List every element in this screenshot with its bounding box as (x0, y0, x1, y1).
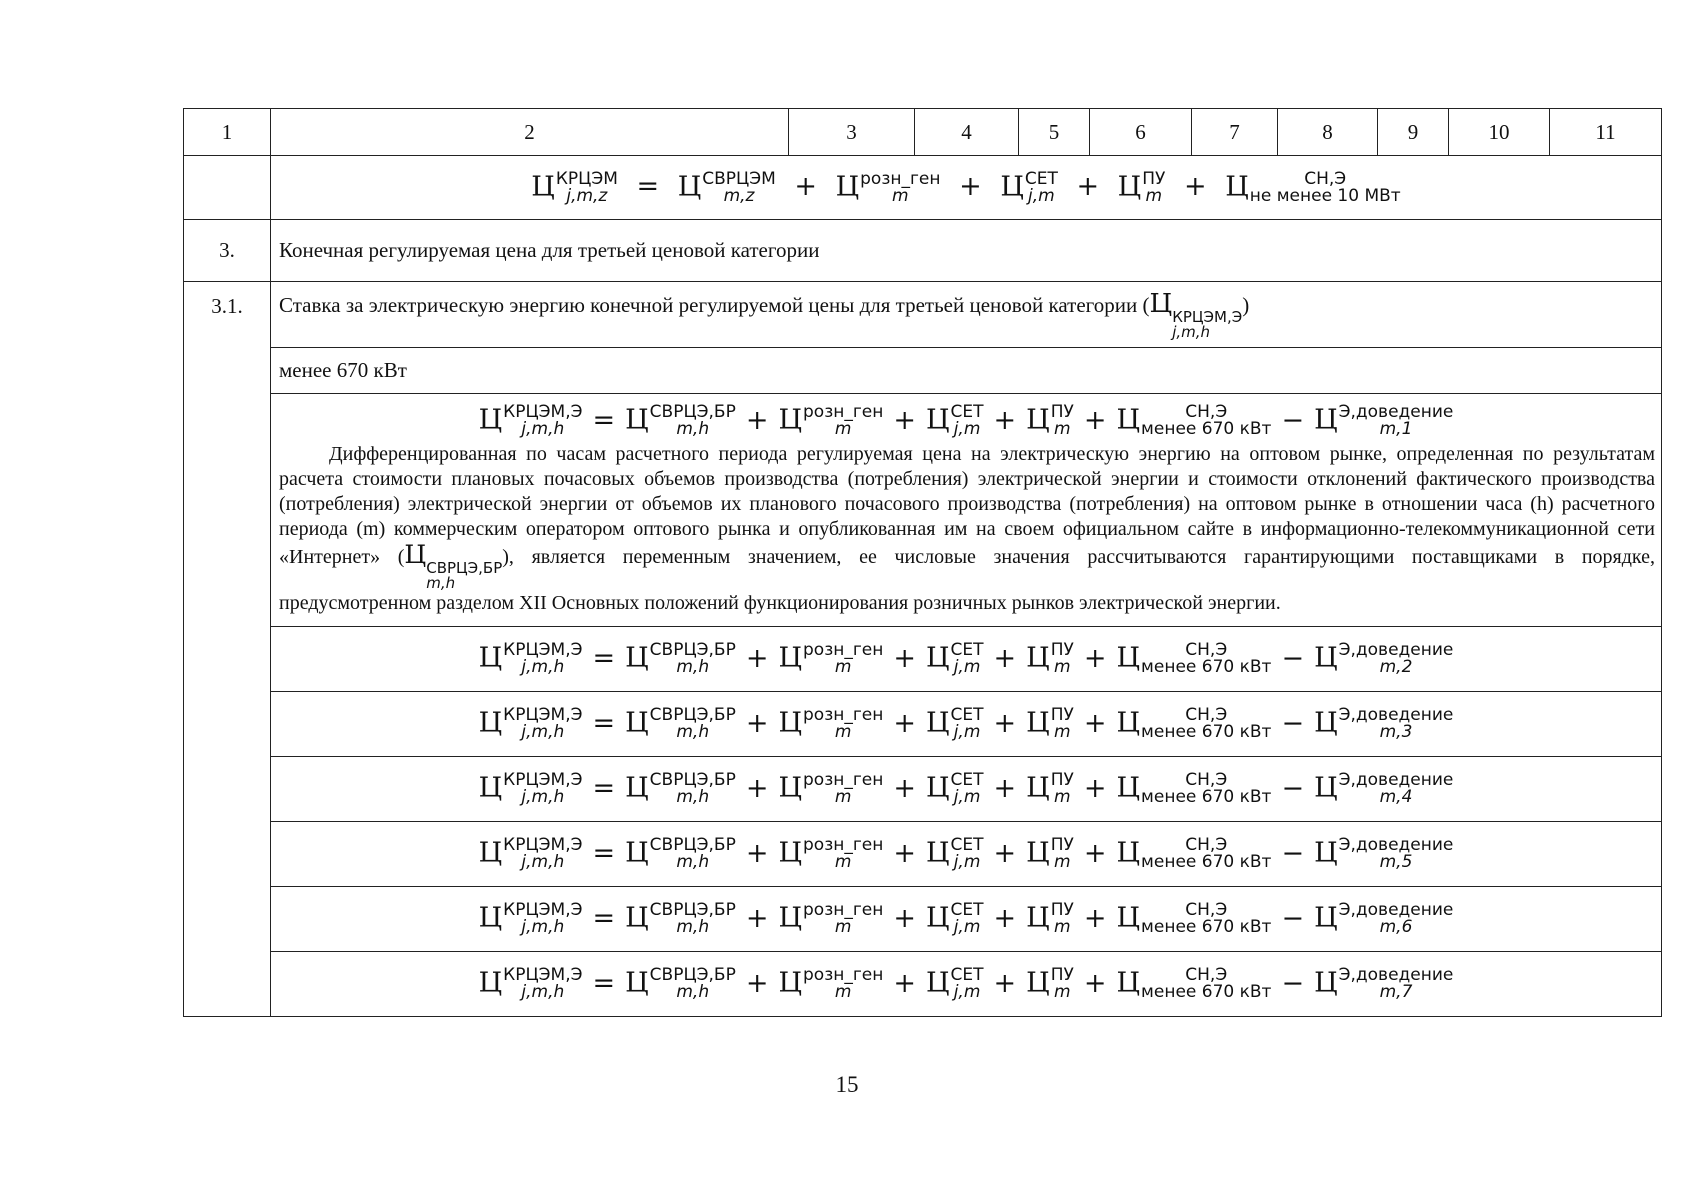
subcategory-row (184, 348, 1662, 394)
formula-5: Ц КРЦЭМ,Э j,m,h = Ц СВРЦЭ,БР m,h + Ц розн_ген m + Ц СЕТ j,m + Ц ПУ m + Ц СН,Э менее 670 кВт − Ц Э,доведение m,5 (271, 822, 1662, 887)
column-number-1: 1 (184, 109, 271, 156)
formula-6: Ц КРЦЭМ,Э j,m,h = Ц СВРЦЭ,БР m,h + Ц розн_ген m + Ц СЕТ j,m + Ц ПУ m + Ц СН,Э менее 670 кВт − Ц Э,доведение m,6 (271, 887, 1662, 952)
column-number-9: 9 (1378, 109, 1449, 156)
formula-row-6 (184, 887, 1662, 952)
formula-row-7 (184, 952, 1662, 1017)
section-3-title: Конечная регулируемая цена для третьей ценовой категории (271, 220, 1662, 282)
formula-7: Ц КРЦЭМ,Э j,m,h = Ц СВРЦЭ,БР m,h + Ц розн_ген m + Ц СЕТ j,m + Ц ПУ m + Ц СН,Э менее 670 кВт − Ц Э,доведение m,7 (271, 952, 1662, 1017)
column-number-11: 11 (1550, 109, 1662, 156)
column-number-2: 2 (271, 109, 789, 156)
column-number-7: 7 (1192, 109, 1278, 156)
formula-3: Ц КРЦЭМ,Э j,m,h = Ц СВРЦЭ,БР m,h + Ц розн_ген m + Ц СЕТ j,m + Ц ПУ m + Ц СН,Э менее 670 кВт − Ц Э,доведение m,3 (271, 692, 1662, 757)
formula-top (271, 156, 1662, 220)
formula-4: Ц КРЦЭМ,Э j,m,h = Ц СВРЦЭ,БР m,h + Ц розн_ген m + Ц СЕТ j,m + Ц ПУ m + Ц СН,Э менее 670 кВт − Ц Э,доведение m,4 (271, 757, 1662, 822)
formula-1: Ц КРЦЭМ,Э j,m,h = Ц СВРЦЭ,БР m,h + Ц розн_ген m + Ц СЕТ j,m + Ц ПУ m + Ц СН,Э менее 670 кВт − Ц Э,доведение m,1 (478, 402, 1454, 439)
formula-row-2 (184, 627, 1662, 692)
formula-row-5 (184, 822, 1662, 887)
header-row (184, 109, 1662, 156)
empty-number-cell (184, 156, 271, 220)
formula-top-expression: Ц КРЦЭМ j,m,z = Ц СВРЦЭМ m,z + Ц розн_ген m + Ц СЕТ j,m + Ц ПУ m + Ц СН,Э не менее 10 МВт (531, 168, 1401, 206)
column-number-4: 4 (915, 109, 1019, 156)
column-number-6: 6 (1090, 109, 1192, 156)
tariff-table (183, 108, 1662, 1017)
column-number-8: 8 (1278, 109, 1378, 156)
formula-row-1-with-description (184, 394, 1662, 627)
description-paragraph: Дифференцированная по часам расчетного периода регулируемая цена на электрическую энергию на оптовом рынке, определенная по результатам расчета стоимости плановых почасовых объемов производства (потребления) электрической энергии и стоимости отклонений фактического производства (потребления) электрической энергии от объемов их планового почасового производства (потребления) на оптовом рынке в отношении часа (h) расчетного периода (m) коммерческим оператором оптового рынка и опубликованная им на своем официальном сайте в информационно-телекоммуникационной сети «Интернет» (Ц СВРЦЭ,БР m,h ), является переменным значением, ее числовые значения рассчитываются гарантирующими поставщиками в порядке, предусмотренном разделом XII Основных положений функционирования розничных рынков электрической энергии. (279, 443, 1655, 614)
section-3-row (184, 220, 1662, 282)
column-number-3: 3 (789, 109, 915, 156)
page-number: 15 (835, 1072, 859, 1097)
section-3-number: 3. (184, 220, 271, 282)
formula-row-top (184, 156, 1662, 220)
subcategory-label: менее 670 кВт (271, 348, 1662, 394)
section-31-title: Ставка за электрическую энергию конечной регулируемой цены для третьей ценовой категории (Ц КРЦЭМ,Э j,m,h ) (271, 282, 1662, 348)
formula-row-3 (184, 692, 1662, 757)
column-number-10: 10 (1449, 109, 1550, 156)
formula-1-cell (271, 394, 1662, 627)
document-table-wrapper (183, 108, 1657, 1017)
section-31-row (184, 282, 1662, 348)
section-31-number: 3.1. (184, 282, 271, 1017)
formula-row-4 (184, 757, 1662, 822)
column-number-5: 5 (1019, 109, 1090, 156)
formula-2: Ц КРЦЭМ,Э j,m,h = Ц СВРЦЭ,БР m,h + Ц розн_ген m + Ц СЕТ j,m + Ц ПУ m + Ц СН,Э менее 670 кВт − Ц Э,доведение m,2 (271, 627, 1662, 692)
